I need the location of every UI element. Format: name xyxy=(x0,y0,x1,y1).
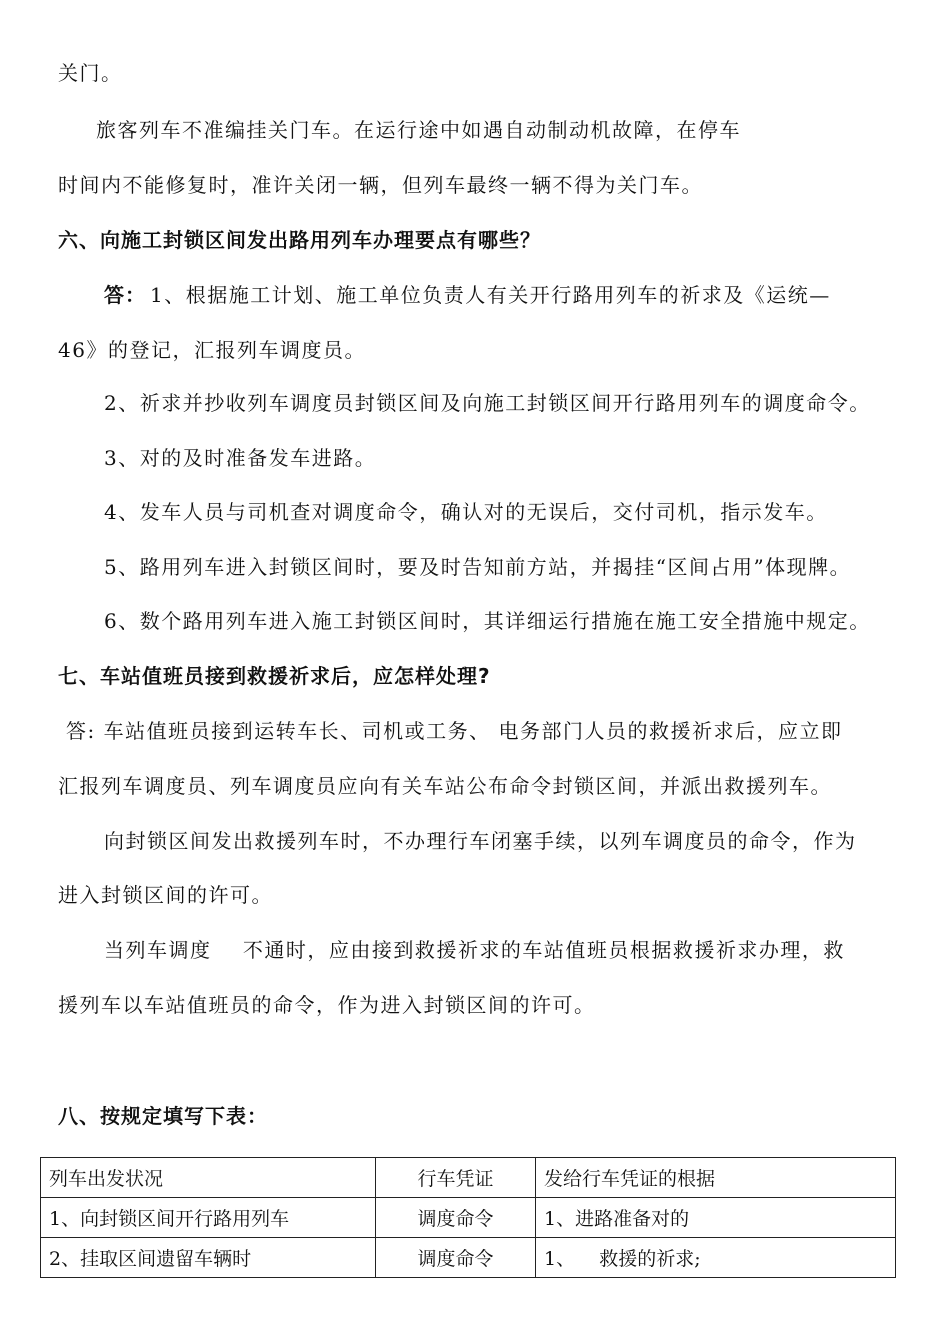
paragraph-line: 答: 车站值班员接到运转车长、司机或工务、 电务部门人员的救援祈求后，应立即 xyxy=(66,719,843,743)
table-header-cell: 行车凭证 xyxy=(376,1158,536,1198)
fill-in-table xyxy=(40,1157,896,1278)
table-header-row xyxy=(41,1158,896,1198)
table-cell: 1、向封锁区间开行路用列车 xyxy=(41,1198,376,1238)
paragraph-line: 46》的登记，汇报列车调度员。 xyxy=(58,338,366,362)
section-heading-8: 八、按规定填写下表： xyxy=(58,1104,268,1128)
answer-label: 答： xyxy=(104,283,146,307)
table-header-cell: 发给行车凭证的根据 xyxy=(536,1158,896,1198)
paragraph-line: 关门。 xyxy=(58,61,123,85)
paragraph-line: 时间内不能修复时，准许关闭一辆，但列车最终一辆不得为关门车。 xyxy=(58,173,703,197)
paragraph-line: 进入封锁区间的许可。 xyxy=(58,883,273,907)
table-cell: 调度命令 xyxy=(376,1238,536,1278)
table-cell: 调度命令 xyxy=(376,1198,536,1238)
paragraph-line: 旅客列车不准编挂关门车。在运行途中如遇自动制动机故障，在停车 xyxy=(96,118,741,142)
list-item: 2、祈求并抄收列车调度员封锁区间及向施工封锁区间开行路用列车的调度命令。 xyxy=(104,391,871,415)
list-item: 5、路用列车进入封锁区间时，要及时告知前方站，并揭挂“区间占用”体现牌。 xyxy=(104,555,852,579)
list-item: 6、数个路用列车进入施工封锁区间时，其详细运行措施在施工安全措施中规定。 xyxy=(104,609,871,633)
table-row xyxy=(41,1238,896,1278)
paragraph-line: 援列车以车站值班员的命令，作为进入封锁区间的许可。 xyxy=(58,993,596,1017)
paragraph-line: 汇报列车调度员、列车调度员应向有关车站公布命令封锁区间，并派出救援列车。 xyxy=(58,774,832,798)
table-cell: 1、进路准备对的 xyxy=(536,1198,896,1238)
table-cell: 1、 救援的祈求; xyxy=(536,1238,896,1278)
paragraph-line: 向封锁区间发出救援列车时，不办理行车闭塞手续，以列车调度员的命令，作为 xyxy=(104,829,857,853)
list-item: 3、对的及时准备发车进路。 xyxy=(104,446,377,470)
table-cell: 2、挂取区间遗留车辆时 xyxy=(41,1238,376,1278)
section-heading-7: 七、车站值班员接到救援祈求后，应怎样处理? xyxy=(58,664,491,688)
paragraph-line: 当列车调度 不通时，应由接到救援祈求的车站值班员根据救援祈求办理，救 xyxy=(104,938,845,962)
section-heading-6: 六、向施工封锁区间发出路用列车办理要点有哪些？ xyxy=(58,228,541,252)
table-header-cell: 列车出发状况 xyxy=(41,1158,376,1198)
table-row xyxy=(41,1198,896,1238)
paragraph-line: 1、根据施工计划、施工单位负责人有关开行路用列车的祈求及《运统— xyxy=(150,283,831,307)
list-item: 4、发车人员与司机查对调度命令，确认对的无误后，交付司机，指示发车。 xyxy=(104,500,828,524)
